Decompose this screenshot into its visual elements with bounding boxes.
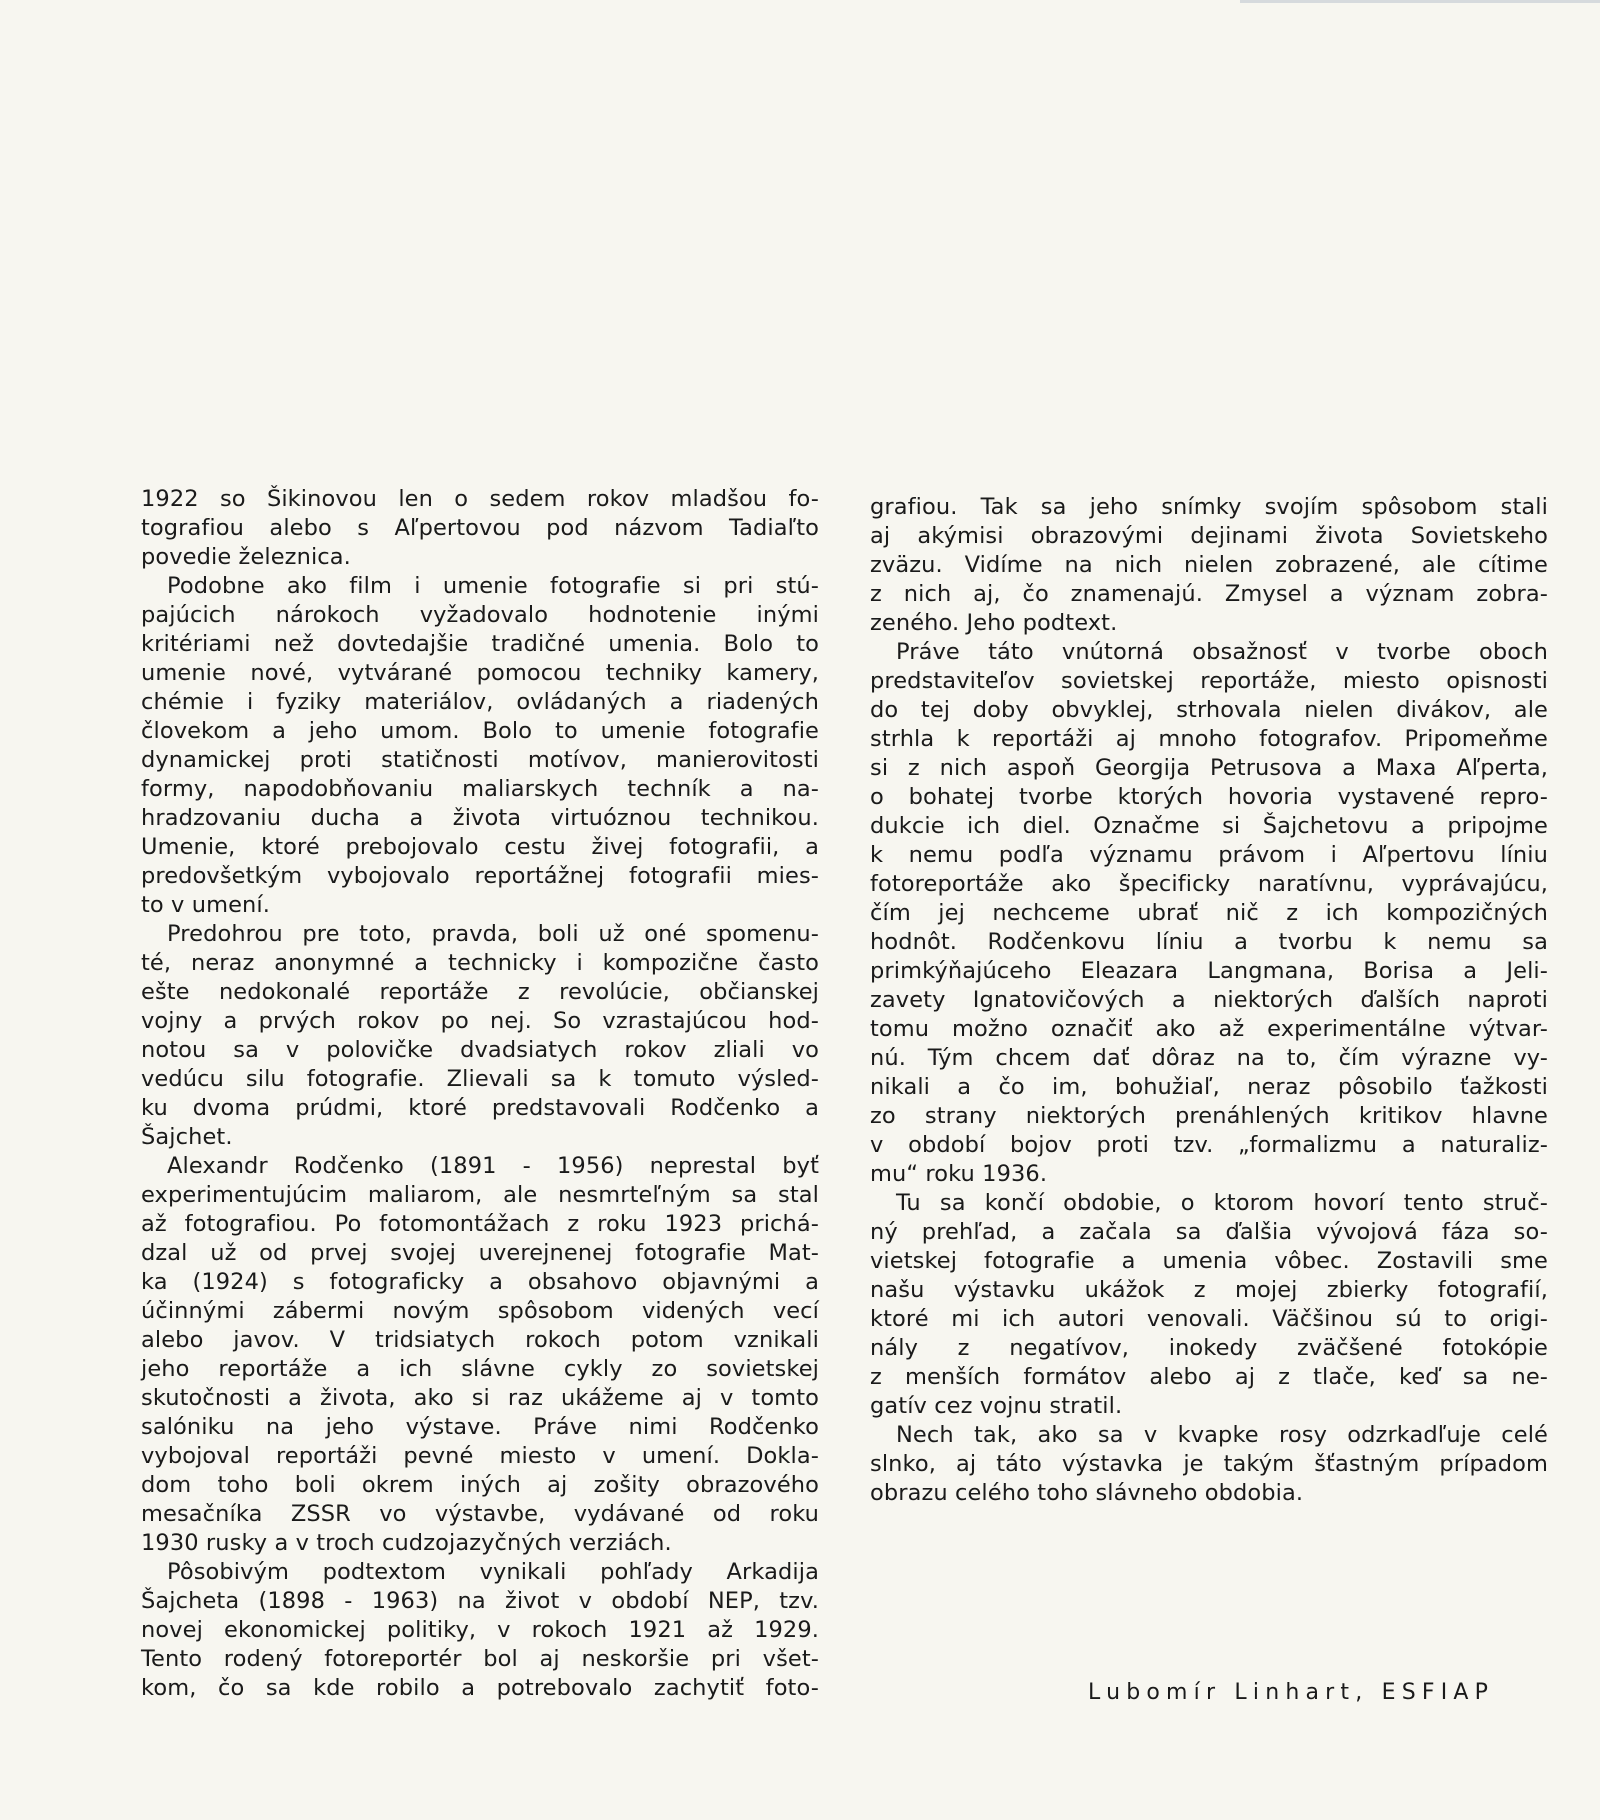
text-line: Alexandr Rodčenko (1891 - 1956) neprestal byť [167, 1153, 819, 1179]
text-line: dom toho boli okrem iných aj zošity obrazového [141, 1472, 819, 1498]
text-line: Práve táto vnútorná obsažnosť v tvorbe oboch [896, 639, 1548, 665]
text-line: o bohatej tvorbe ktorých hovoria vystavené repro- [870, 784, 1548, 810]
text-line: účinnými zábermi novým spôsobom videných vecí [141, 1298, 819, 1324]
text-line: vedúcu silu fotografie. Zlievali sa k tomuto výsled- [141, 1066, 819, 1092]
text-line: našu výstavku ukážok z mojej zbierky fotografií, [870, 1277, 1548, 1303]
text-line: Pôsobivým podtextom vynikali pohľady Arkadija [167, 1559, 819, 1585]
text-line: mesačníka ZSSR vo výstavbe, vydávané od roku [141, 1501, 819, 1527]
text-line: skutočnosti a života, ako si raz ukážeme aj v tomto [141, 1385, 819, 1411]
text-line: 1930 rusky a v troch cudzojazyčných verziách. [141, 1530, 672, 1556]
text-line: predovšetkým vybojovalo reportážnej fotografii mies- [141, 863, 819, 889]
text-line: dzal už od prvej svojej uverejnenej fotografie Mat- [141, 1240, 819, 1266]
text-line: až fotografiou. Po fotomontážach z roku 1923 prichá- [141, 1211, 819, 1237]
text-line: primkýňajúceho Eleazara Langmana, Borisa a Jeli- [870, 958, 1548, 984]
text-line: zeného. Jeho podtext. [870, 610, 1118, 636]
text-line: obrazu celého toho slávneho obdobia. [870, 1480, 1304, 1506]
text-line: aj akýmisi obrazovými dejinami života Sovietskeho [870, 523, 1548, 549]
text-line: z nich aj, čo znamenajú. Zmysel a význam zobra- [870, 581, 1548, 607]
text-line: chémie i fyziky materiálov, ovládaných a riadených [141, 689, 819, 715]
text-line: Tu sa končí obdobie, o ktorom hovorí tento struč- [896, 1190, 1548, 1216]
text-line: to v umení. [141, 892, 270, 918]
page-edge [1240, 0, 1600, 3]
text-line: fotoreportáže ako špecificky naratívnu, vyprávajúcu, [870, 871, 1548, 897]
text-line: v období bojov proti tzv. „formalizmu a naturaliz- [870, 1132, 1548, 1158]
text-line: vietskej fotografie a umenia vôbec. Zostavili sme [870, 1248, 1548, 1274]
author-signature: Lubomír Linhart, ESFIAP [1088, 1680, 1495, 1705]
text-line: ný prehľad, a začala sa ďalšia vývojová fáza so- [870, 1219, 1548, 1245]
text-line: dynamickej proti statičnosti motívov, manierovitosti [141, 747, 819, 773]
text-line: hodnôt. Rodčenkovu líniu a tvorbu k nemu sa [870, 929, 1548, 955]
text-line: hradzovaniu ducha a života virtuóznou technikou. [141, 805, 819, 831]
text-line: Tento rodený fotoreportér bol aj neskoršie pri všet- [141, 1646, 819, 1672]
text-line: zväzu. Vidíme na nich nielen zobrazené, ale cítime [870, 552, 1548, 578]
right-text-column [870, 493, 1548, 1508]
text-line: čím jej nechceme ubrať nič z ich kompozičných [870, 900, 1548, 926]
text-line: zo strany niektorých prenáhlených kritikov hlavne [870, 1103, 1548, 1129]
text-line: ešte nedokonalé reportáže z revolúcie, občianskej [141, 979, 819, 1005]
text-line: nú. Tým chcem dať dôraz na to, čím výrazne vy- [870, 1045, 1548, 1071]
text-line: pajúcich nárokoch vyžadovalo hodnotenie inými [141, 602, 819, 628]
text-line: tomu možno označiť ako až experimentálne výtvar- [870, 1016, 1548, 1042]
text-line: 1922 so Šikinovou len o sedem rokov mladšou fo- [141, 486, 819, 512]
text-line: kritériami než dovtedajšie tradičné umenia. Bolo to [141, 631, 819, 657]
text-line: té, neraz anonymné a technicky i kompozične často [141, 950, 819, 976]
text-line: slnko, aj táto výstavka je takým šťastným prípadom [870, 1451, 1548, 1477]
left-text-column [141, 485, 819, 1703]
text-line: človekom a jeho umom. Bolo to umenie fotografie [141, 718, 819, 744]
text-line: salóniku na jeho výstave. Práve nimi Rodčenko [141, 1414, 819, 1440]
text-line: umenie nové, vytvárané pomocou techniky kamery, [141, 660, 819, 686]
text-line: vybojoval reportáži pevné miesto v umení. Dokla- [141, 1443, 819, 1469]
text-line: alebo javov. V tridsiatych rokoch potom vznikali [141, 1327, 819, 1353]
text-line: mu“ roku 1936. [870, 1161, 1048, 1187]
text-line: Podobne ako film i umenie fotografie si pri stú- [167, 573, 819, 599]
text-line: formy, napodobňovaniu maliarskych techník a na- [141, 776, 819, 802]
text-line: Šajchet. [141, 1124, 233, 1150]
text-line: tografiou alebo s Aľpertovou pod názvom Tadiaľto [141, 515, 819, 541]
text-line: povedie železnica. [141, 544, 351, 570]
text-line: predstaviteľov sovietskej reportáže, miesto opisnosti [870, 668, 1548, 694]
text-line: notou sa v polovičke dvadsiatych rokov zliali vo [141, 1037, 819, 1063]
text-line: z menších formátov alebo aj z tlače, keď sa ne- [870, 1364, 1548, 1390]
text-line: vojny a prvých rokov po nej. So vzrastajúcou hod- [141, 1008, 819, 1034]
text-line: zavety Ignatovičových a niektorých ďalších naproti [870, 987, 1548, 1013]
text-line: Umenie, ktoré prebojovalo cestu živej fotografii, a [141, 834, 819, 860]
text-line: do tej doby obvyklej, strhovala nielen divákov, ale [870, 697, 1548, 723]
text-line: nály z negatívov, inokedy zväčšené fotokópie [870, 1335, 1548, 1361]
text-line: nikali a čo im, bohužiaľ, neraz pôsobilo ťažkosti [870, 1074, 1548, 1100]
text-line: experimentujúcim maliarom, ale nesmrteľným sa stal [141, 1182, 819, 1208]
text-line: k nemu podľa významu právom i Aľpertovu líniu [870, 842, 1548, 868]
text-line: novej ekonomickej politiky, v rokoch 1921 až 1929. [141, 1617, 819, 1643]
text-line: dukcie ich diel. Označme si Šajchetovu a pripojme [870, 813, 1548, 839]
text-line: Šajcheta (1898 - 1963) na život v období NEP, tzv. [141, 1588, 819, 1614]
text-line: strhla k reportáži aj mnoho fotografov. Pripomeňme [870, 726, 1548, 752]
text-line: ka (1924) s fotograficky a obsahovo objavnými a [141, 1269, 819, 1295]
text-line: Nech tak, ako sa v kvapke rosy odzrkadľuje celé [896, 1422, 1548, 1448]
text-line: jeho reportáže a ich slávne cykly zo sovietskej [141, 1356, 819, 1382]
text-line: kom, čo sa kde robilo a potrebovalo zachytiť foto- [141, 1675, 819, 1701]
text-line: gatív cez vojnu stratil. [870, 1393, 1123, 1419]
text-line: si z nich aspoň Georgija Petrusova a Maxa Aľperta, [870, 755, 1548, 781]
text-line: ku dvoma prúdmi, ktoré predstavovali Rodčenko a [141, 1095, 819, 1121]
text-line: Predohrou pre toto, pravda, boli už oné spomenu- [167, 921, 819, 947]
text-line: ktoré mi ich autori venovali. Väčšinou sú to origi- [870, 1306, 1548, 1332]
text-line: grafiou. Tak sa jeho snímky svojím spôsobom stali [870, 494, 1548, 520]
